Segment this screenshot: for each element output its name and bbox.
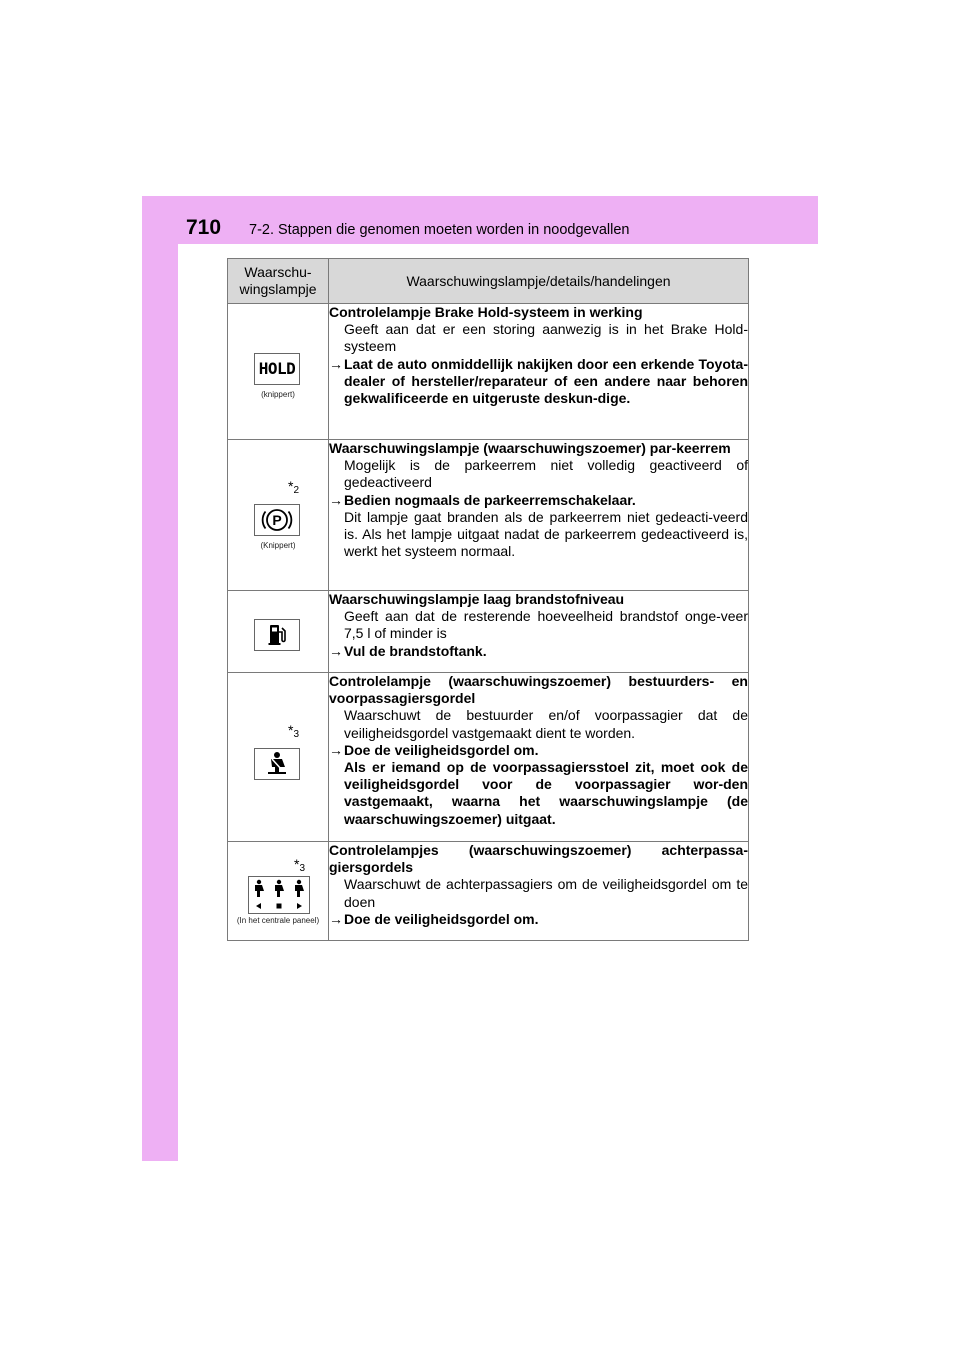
table-row xyxy=(228,304,749,440)
table-row xyxy=(228,591,749,673)
col-header-lamp-label: Waarschu- wingslampje xyxy=(239,264,317,297)
row-action xyxy=(329,643,748,660)
icon-note: (knippert) xyxy=(261,390,295,399)
icon-cell xyxy=(228,304,329,440)
rear-seatbelts-icon xyxy=(248,876,310,914)
row-action-text: Laat de auto onmiddellijk nakijken door een erkende Toyota-dealer of hersteller/reparateur of een andere naar behoren gekwalificeerde en uitgeruste deskun-dige. xyxy=(344,355,748,407)
icon-cell xyxy=(228,440,329,591)
row-action xyxy=(329,356,748,408)
row-action-text: Doe de veiligheidsgordel om. xyxy=(344,910,539,927)
footnote-marker: $*_2$ xyxy=(288,478,300,496)
row-title: Controlelampjes (waarschuwingszoemer) achterpassa-giersgordels xyxy=(329,842,748,876)
row-title: Controlelampje Brake Hold-systeem in werking xyxy=(329,304,643,320)
row-action-text: Bedien nogmaals de parkeerremschakelaar. xyxy=(344,491,636,508)
row-body: Mogelijk is de parkeerrem niet volledig geactiveerd of gedeactiveerd xyxy=(344,457,748,491)
parking-brake-icon xyxy=(254,504,300,536)
row-body: Waarschuwt de bestuurder en/of voorpassagier dat de veiligheidsgordel vastgemaakt dient te worden. xyxy=(344,707,748,741)
footnote-marker: $*_3$ xyxy=(288,722,300,740)
table-row xyxy=(228,673,749,842)
brake-hold-icon xyxy=(254,353,300,385)
row-action xyxy=(329,492,748,509)
row-action-text: Vul de brandstoftank. xyxy=(344,642,487,659)
fuel-pump-glyph xyxy=(255,620,299,650)
description-cell xyxy=(329,842,749,941)
fuel-pump-icon xyxy=(254,619,300,651)
table-row xyxy=(228,842,749,941)
warning-lights-table xyxy=(227,258,749,941)
row-body: Geeft aan dat de resterende hoeveelheid brandstof onge-veer 7,5 l of minder is xyxy=(344,608,748,642)
brake-hold-icon-text: HOLD xyxy=(258,359,296,378)
col-header-details: Waarschuwingslampje/details/handelingen xyxy=(329,259,749,304)
icon-cell xyxy=(228,673,329,842)
row-title: Controlelampje (waarschuwingszoemer) bestuurders- en voorpassagiersgordel xyxy=(329,673,748,707)
row-body: Geeft aan dat er een storing aanwezig is in het Brake Hold-systeem xyxy=(344,321,748,355)
arrow-icon: → xyxy=(329,642,343,659)
row-action xyxy=(329,911,748,928)
table-header-row xyxy=(228,259,749,304)
row-title: Waarschuwingslampje (waarschuwingszoemer) par-keerrem xyxy=(329,440,731,456)
rear-seatbelts-glyph xyxy=(249,877,309,913)
col-header-lamp xyxy=(228,259,329,304)
svg-text:P: P xyxy=(272,512,282,528)
row-extra: Dit lampje gaat branden als de parkeerrem niet gedeacti-veerd is. Als het lampje uitgaat nadat de parkeerrem gedeactiveerd is, werkt het systeem normaal. xyxy=(344,508,748,560)
footnote-number: 2 xyxy=(293,485,300,496)
row-action-detail: Als er iemand op de voorpassagiersstoel zit, moet ook de veiligheidsgordel voor de voorpassagier wor-den vastgemaakt, waarna het waarschuwingslampje (de waarschuwingszoemer) uitgaat. xyxy=(344,759,748,827)
row-action xyxy=(329,742,748,759)
icon-cell xyxy=(228,842,329,941)
row-body: Waarschuwt de achterpassagiers om de veiligheidsgordel om te doen xyxy=(344,876,748,910)
description-cell xyxy=(329,673,749,842)
row-title: Waarschuwingslampje laag brandstofniveau xyxy=(329,591,625,607)
description-cell xyxy=(329,440,749,591)
description-cell xyxy=(329,591,749,673)
row-action-text: Doe de veiligheidsgordel om. xyxy=(344,741,539,758)
icon-note: (Knippert) xyxy=(260,541,296,550)
footnote-marker: $*_3$ xyxy=(294,856,306,874)
arrow-icon: → xyxy=(329,741,343,758)
side-thumb-band xyxy=(142,196,178,1161)
table-row xyxy=(228,440,749,591)
arrow-icon: → xyxy=(329,355,343,372)
seatbelt-glyph xyxy=(255,749,299,779)
description-cell xyxy=(329,304,749,440)
footnote-number: 3 xyxy=(293,729,300,740)
seatbelt-icon xyxy=(254,748,300,780)
page-number: 710 xyxy=(186,216,222,239)
section-title: 7-2. Stappen die genomen moeten worden in noodgevallen xyxy=(249,222,630,238)
footnote-number: 3 xyxy=(299,863,306,874)
arrow-icon: → xyxy=(329,491,343,508)
parking-brake-glyph xyxy=(255,505,299,535)
icon-note: (In het centrale paneel) xyxy=(236,916,320,925)
icon-cell xyxy=(228,591,329,673)
arrow-icon: → xyxy=(329,910,343,927)
